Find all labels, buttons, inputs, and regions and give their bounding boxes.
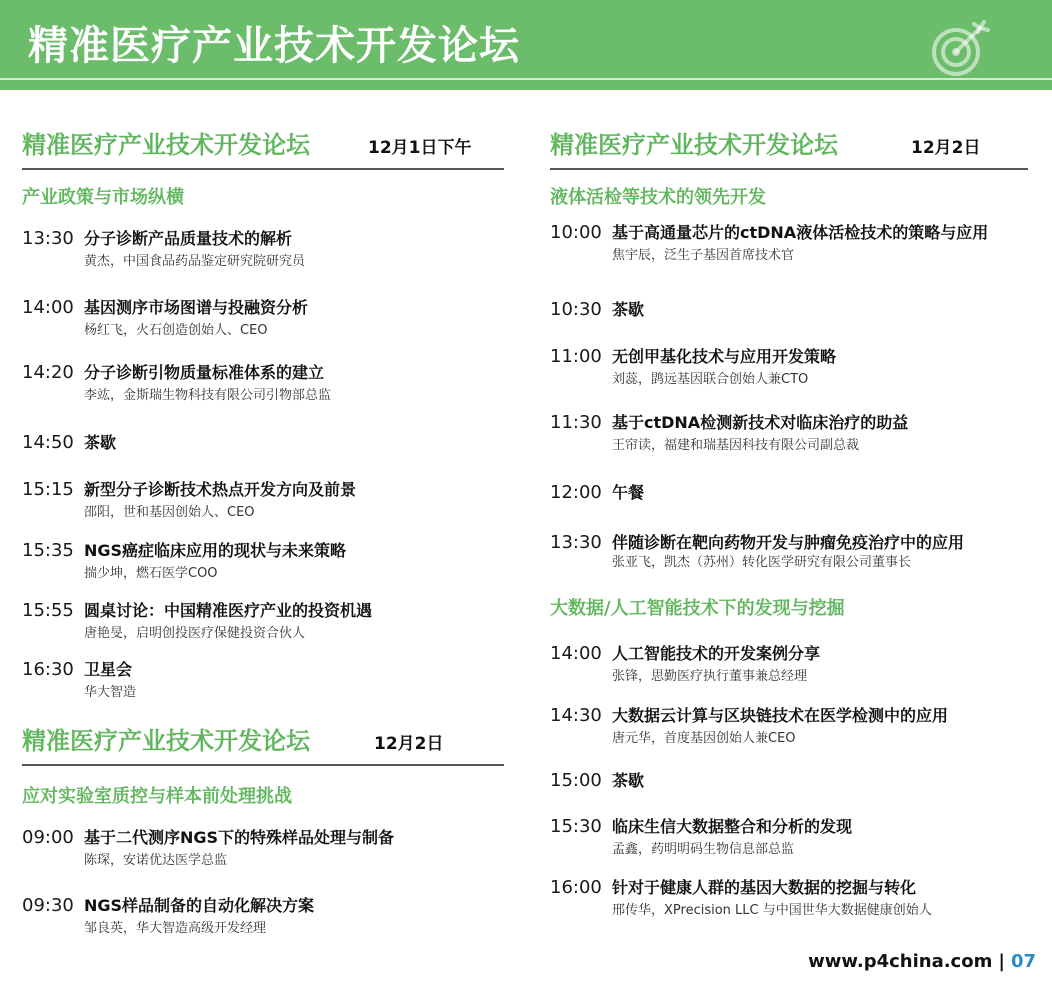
session-time: 14:50 xyxy=(22,432,74,453)
schedule-item xyxy=(550,877,1028,927)
schedule-item xyxy=(22,479,504,529)
schedule-item xyxy=(550,816,1028,866)
divider xyxy=(550,168,1028,170)
session-speaker: 陈琛，安诺优达医学总监 xyxy=(84,853,228,868)
footer-url[interactable]: www.p4china.com xyxy=(808,951,993,972)
session-speaker: 孟鑫，药明明码生物信息部总监 xyxy=(612,842,795,857)
session-speaker: 邢传华，XPrecision LLC 与中国世华大数据健康创始人 xyxy=(612,903,932,918)
session-speaker: 邹良英，华大智造高级开发经理 xyxy=(84,921,267,936)
session-title: 针对于健康人群的基因大数据的挖掘与转化 xyxy=(612,878,917,897)
session-speaker: 李竑，金斯瑞生物科技有限公司引物部总监 xyxy=(84,388,332,403)
session-time: 14:20 xyxy=(22,362,74,383)
session-title: 临床生信大数据整合和分析的发现 xyxy=(612,817,853,836)
forum-header xyxy=(22,726,504,770)
session-speaker: 黄杰，中国食品药品鉴定研究院研究员 xyxy=(84,254,306,269)
page-banner xyxy=(0,0,1052,90)
forum-date: 12月1日下午 xyxy=(368,138,472,158)
session-title: 基于ctDNA检测新技术对临床治疗的助益 xyxy=(612,413,909,432)
schedule-item xyxy=(550,299,1028,349)
page-number: 07 xyxy=(1010,951,1036,972)
divider xyxy=(22,168,504,170)
session-title: 新型分子诊断技术热点开发方向及前景 xyxy=(84,480,357,499)
session-title: NGS样品制备的自动化解决方案 xyxy=(84,896,315,915)
session-title: 基于高通量芯片的ctDNA液体活检技术的策略与应用 xyxy=(612,223,989,242)
session-time: 16:00 xyxy=(550,877,602,898)
section-heading: 产业政策与市场纵横 xyxy=(22,187,184,208)
session-time: 15:00 xyxy=(550,770,602,791)
forum-date: 12月2日 xyxy=(374,734,444,754)
session-speaker: 揣少坤，燃石医学COO xyxy=(84,566,218,581)
section-heading: 应对实验室质控与样本前处理挑战 xyxy=(22,786,292,807)
schedule-item xyxy=(22,827,504,877)
session-time: 15:55 xyxy=(22,600,74,621)
session-time: 09:00 xyxy=(22,827,74,848)
session-time: 15:35 xyxy=(22,540,74,561)
schedule-item xyxy=(22,432,504,482)
session-speaker: 华大智造 xyxy=(84,685,137,700)
target-arrow-icon xyxy=(928,18,992,78)
session-title: NGS癌症临床应用的现状与未来策略 xyxy=(84,541,347,560)
forum-header xyxy=(550,130,1028,174)
session-time: 16:30 xyxy=(22,659,74,680)
session-speaker: 刘蕊，鹍远基因联合创始人兼CTO xyxy=(612,372,809,387)
session-speaker: 唐艳旻，启明创投医疗保健投资合伙人 xyxy=(84,626,306,641)
session-title: 茶歇 xyxy=(612,300,645,319)
session-title: 基于二代测序NGS下的特殊样品处理与制备 xyxy=(84,828,395,847)
session-time: 09:30 xyxy=(22,895,74,916)
session-speaker: 邵阳，世和基因创始人、CEO xyxy=(84,505,255,520)
schedule-item xyxy=(22,895,504,945)
forum-title: 精准医疗产业技术开发论坛 xyxy=(550,131,838,159)
session-time: 10:30 xyxy=(550,299,602,320)
forum-header xyxy=(22,130,504,174)
session-speaker: 张锋，思勤医疗执行董事兼总经理 xyxy=(612,669,808,684)
session-title: 基因测序市场图谱与投融资分析 xyxy=(84,298,309,317)
schedule-item xyxy=(22,659,504,709)
session-time: 11:30 xyxy=(550,412,602,433)
section-heading: 液体活检等技术的领先开发 xyxy=(550,187,766,208)
session-time: 10:00 xyxy=(550,222,602,243)
schedule-item xyxy=(22,600,504,650)
session-speaker: 杨红飞，火石创造创始人、CEO xyxy=(84,323,268,338)
session-title: 伴随诊断在靶向药物开发与肿瘤免疫治疗中的应用 xyxy=(612,533,965,552)
schedule-item xyxy=(22,228,504,278)
session-title: 分子诊断引物质量标准体系的建立 xyxy=(84,363,325,382)
session-title: 午餐 xyxy=(612,483,645,502)
session-title: 茶歇 xyxy=(612,771,645,790)
schedule-item xyxy=(550,412,1028,462)
session-time: 14:00 xyxy=(22,297,74,318)
session-title: 茶歇 xyxy=(84,433,117,452)
schedule-item xyxy=(550,346,1028,396)
forum-title: 精准医疗产业技术开发论坛 xyxy=(22,727,310,755)
session-title: 无创甲基化技术与应用开发策略 xyxy=(612,347,837,366)
schedule-item xyxy=(550,482,1028,532)
session-title: 大数据云计算与区块链技术在医学检测中的应用 xyxy=(612,706,949,725)
session-time: 14:30 xyxy=(550,705,602,726)
schedule-item xyxy=(550,532,1028,582)
session-time: 12:00 xyxy=(550,482,602,503)
banner-title: 精准医疗产业技术开发论坛 xyxy=(28,23,520,69)
forum-date: 12月2日 xyxy=(911,138,981,158)
schedule-item xyxy=(22,540,504,590)
session-time: 14:00 xyxy=(550,643,602,664)
divider xyxy=(22,764,504,766)
session-speaker: 张亚飞，凯杰（苏州）转化医学研究有限公司董事长 xyxy=(612,555,912,570)
schedule-item xyxy=(22,362,504,412)
page-footer xyxy=(808,950,1036,974)
session-time: 15:15 xyxy=(22,479,74,500)
session-speaker: 焦宇辰，泛生子基因首席技术官 xyxy=(612,248,795,263)
session-speaker: 王帘读，福建和瑞基因科技有限公司副总裁 xyxy=(612,438,860,453)
session-time: 13:30 xyxy=(550,532,602,553)
session-time: 15:30 xyxy=(550,816,602,837)
session-title: 人工智能技术的开发案例分享 xyxy=(612,644,821,663)
session-time: 11:00 xyxy=(550,346,602,367)
schedule-item xyxy=(550,222,1028,272)
footer-separator: | xyxy=(998,951,1005,972)
session-title: 圆桌讨论：中国精准医疗产业的投资机遇 xyxy=(84,601,373,620)
schedule-item xyxy=(22,297,504,347)
schedule-item xyxy=(550,643,1028,693)
session-time: 13:30 xyxy=(22,228,74,249)
schedule-item xyxy=(550,770,1028,820)
section-heading: 大数据/人工智能技术下的发现与挖掘 xyxy=(550,598,845,619)
session-title: 分子诊断产品质量技术的解析 xyxy=(84,229,293,248)
schedule-item xyxy=(550,705,1028,755)
session-title: 卫星会 xyxy=(84,660,133,679)
banner-divider xyxy=(0,78,1052,80)
forum-title: 精准医疗产业技术开发论坛 xyxy=(22,131,310,159)
session-speaker: 唐元华，首度基因创始人兼CEO xyxy=(612,731,796,746)
